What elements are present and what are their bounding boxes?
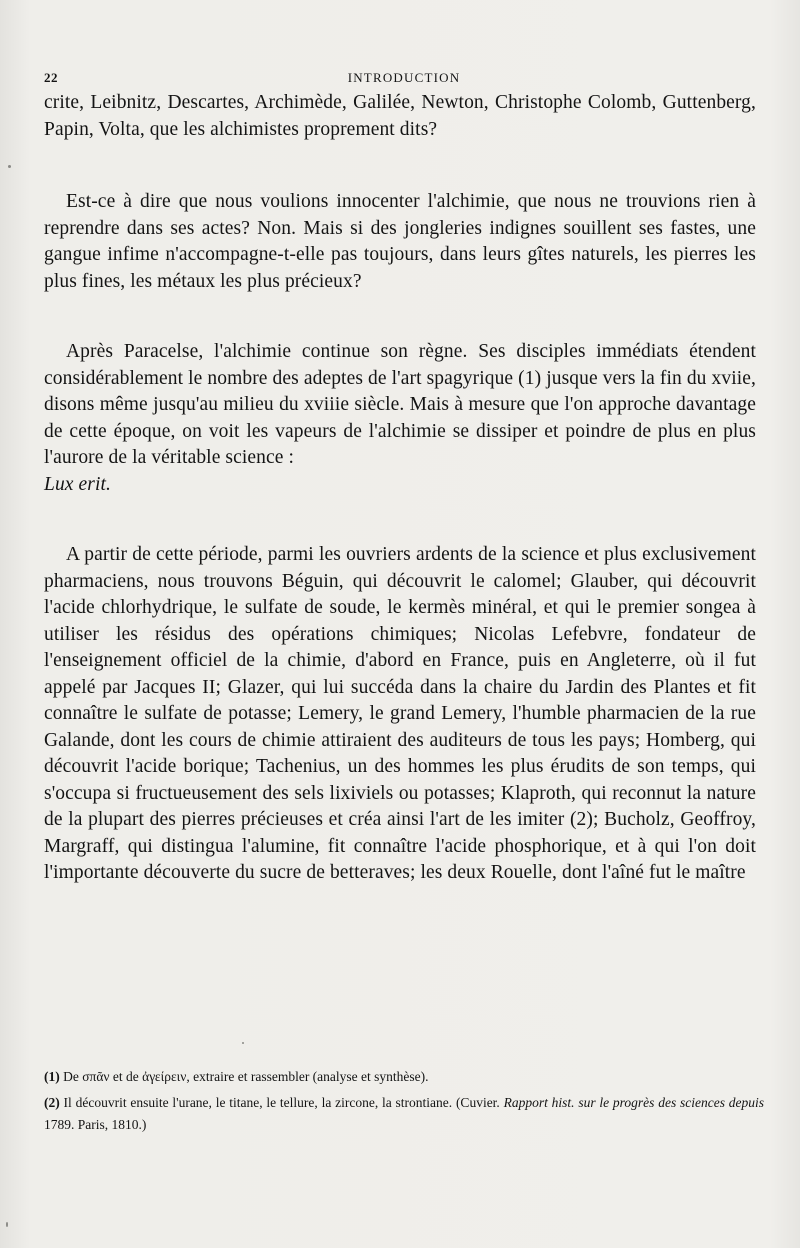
- footnote-1-text: De σπᾶν et de ἀγείρειν, extraire et rassembler (analyse et synthèse).: [63, 1069, 429, 1084]
- page-body: [44, 90, 756, 887]
- footnote-2-mark: (2): [44, 1095, 60, 1110]
- paragraph-3-italic: Lux erit.: [44, 473, 111, 495]
- paragraph-2-text: Est-ce à dire que nous voulions innocenter l'alchimie, que nous ne trouvions rien à reprendre dans ses actes? Non. Mais si des jongleries indignes souillent ses fastes, une gangue infime n'accompagne-t-elle pas toujours, dans leurs gîtes naturels, les pierres les plus fines, les métaux les plus précieux?: [44, 191, 756, 292]
- paragraph-2: [44, 189, 756, 295]
- paragraph-3-text: Après Paracelse, l'alchimie continue son règne. Ses disciples immédiats étendent considérablement le nombre des adeptes de l'art spagyrique (1) jusque vers la fin du xviie, disons même jusqu'au milieu du xviiie siècle. Mais à mesure que l'on approche davantage de cette époque, on voit les vapeurs de l'alchimie se dissiper et poindre de plus en plus l'aurore de la véritable science :: [44, 341, 756, 468]
- footnote-2-text: Il découvrit ensuite l'urane, le titane, le tellure, la zircone, la strontiane. (Cuvier.: [63, 1095, 500, 1110]
- running-head: INTRODUCTION: [347, 70, 461, 85]
- paragraph-4: [44, 542, 756, 887]
- paragraph-1: crite, Leibnitz, Descartes, Archimède, Galilée, Newton, Christophe Colomb, Guttenberg, Papin, Volta, que les alchimistes proprement dits?: [44, 92, 756, 140]
- paragraph-3: [44, 339, 756, 498]
- footnote-2-italic: Rapport hist. sur le progrès des sciences depuis: [503, 1095, 764, 1110]
- footnote-1-mark: (1): [44, 1069, 60, 1084]
- page-header: [44, 70, 764, 90]
- paper-speck: [6, 1222, 8, 1227]
- paper-speck: [8, 165, 11, 168]
- page-number: 22: [44, 70, 58, 85]
- paragraph-4-text: A partir de cette période, parmi les ouvriers ardents de la science et plus exclusivement pharmaciens, nous trouvons Béguin, qui découvrit le calomel; Glauber, qui découvrit l'acide chlorhydrique, le sulfate de soude, le kermès minéral, et qui le premier songea à utiliser les résidus des opérations chimiques; Nicolas Lefebvre, fondateur de l'enseignement officiel de la chimie, d'abord en France, puis en Angleterre, où il fut appelé par Jacques II; Glazer, qui lui succéda dans la chaire du Jardin des Plantes et fit connaître le sulfate de potasse; Lemery, le grand Lemery, l'humble pharmacien de la rue Galande, dont les cours de chimie attiraient des auditeurs de tous les pays; Homberg, qui découvrit l'acide borique; Tachenius, un des hommes les plus érudits de son temps, qui s'occupa si fructueusement des sels lixiviels ou potasses; Klaproth, qui reconnut la nature de la plupart des pierres précieuses et créa ainsi l'art de les imiter (2); Bucholz, Geoffroy, Margraff, qui distingua l'alumine, fit connaître l'acide phosphorique, et à qui l'on doit l'importante découverte du sucre de betteraves; les deux Rouelle, dont l'aîné fut le maître: [44, 544, 756, 883]
- paper-speck: [242, 1042, 244, 1044]
- footnote-2-tail: 1789. Paris, 1810.): [44, 1117, 147, 1132]
- footnote-1: [44, 1066, 764, 1088]
- footnotes: [44, 1066, 764, 1140]
- footnote-2: [44, 1092, 764, 1136]
